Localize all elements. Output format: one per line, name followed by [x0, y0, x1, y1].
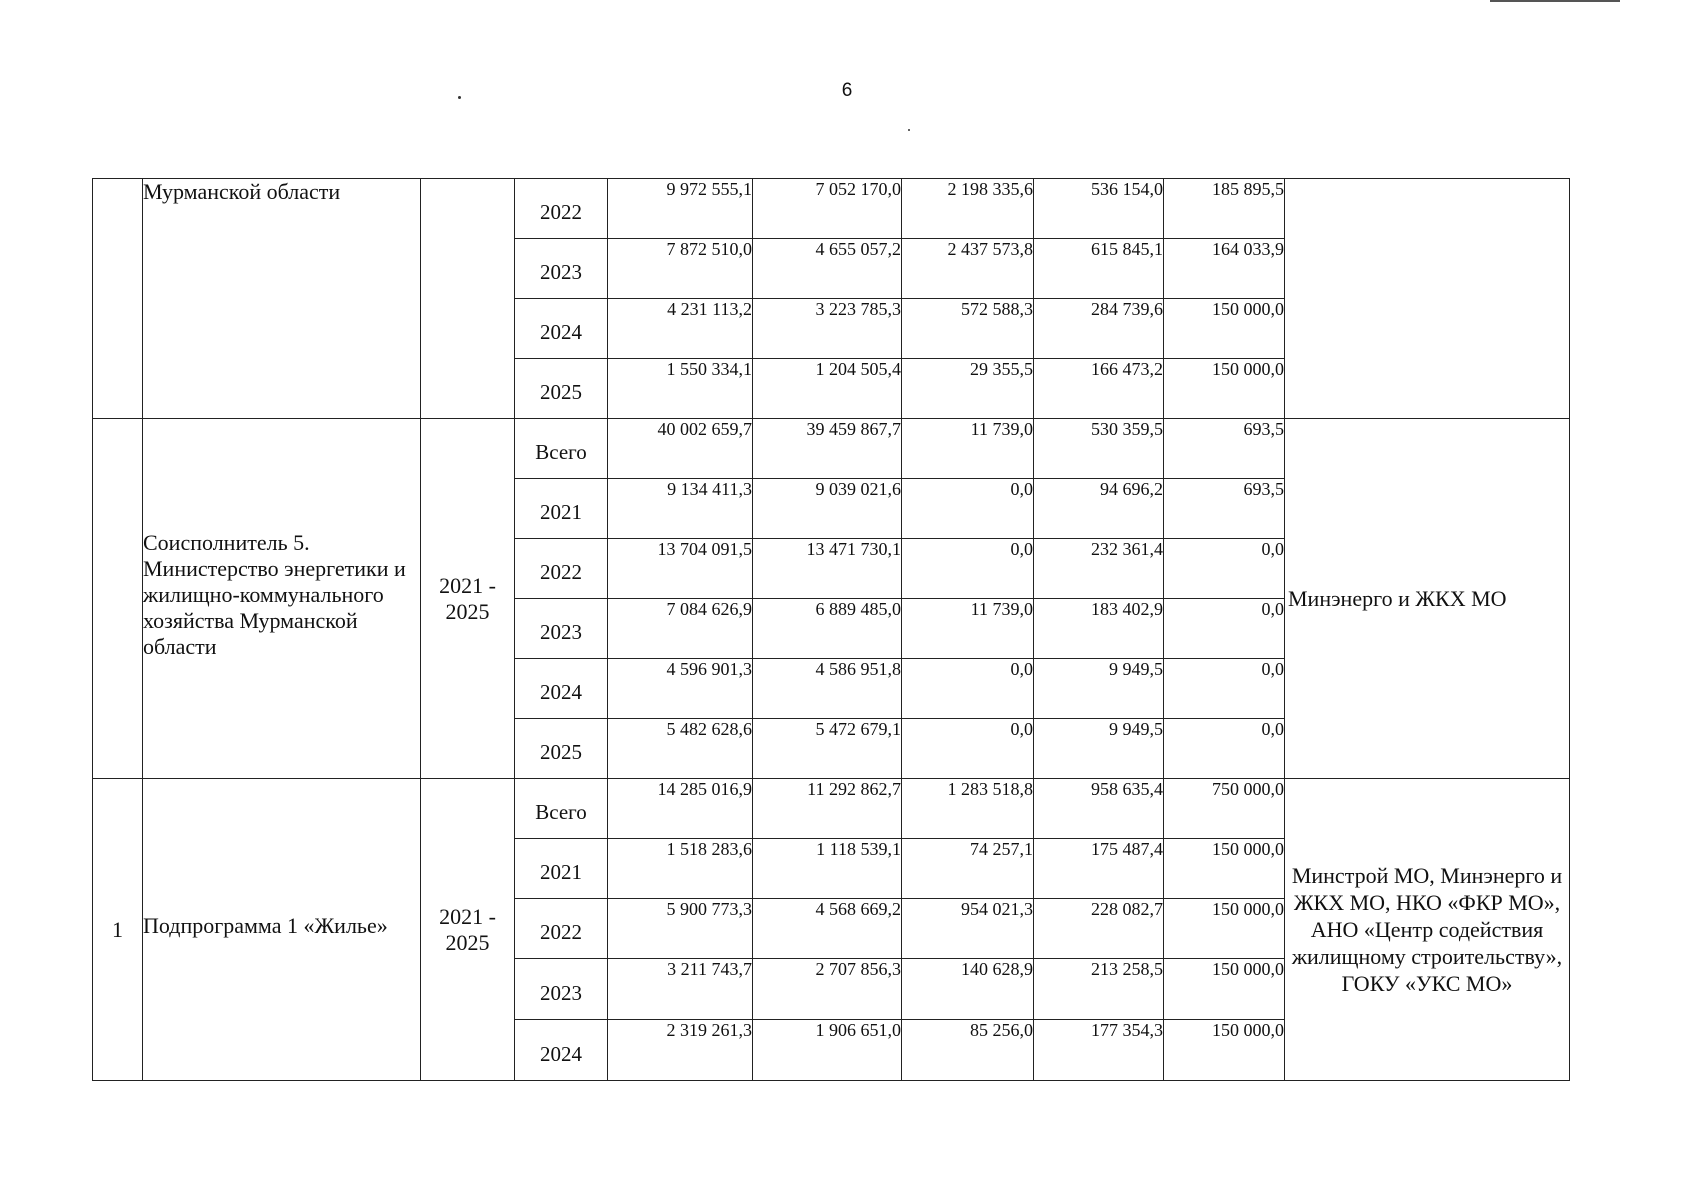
amount-cell: 4 655 057,2 — [753, 239, 902, 299]
row-index — [93, 179, 143, 419]
year-cell — [515, 419, 608, 479]
year-cell — [515, 539, 608, 599]
year-cell — [515, 179, 608, 239]
table-body — [93, 179, 1570, 1081]
amount-cell: 2 319 261,3 — [608, 1020, 753, 1081]
amount-cell: 166 473,2 — [1034, 359, 1164, 419]
year-cell — [515, 359, 608, 419]
amount-cell: 11 739,0 — [902, 599, 1034, 659]
responsible-executor — [1285, 179, 1570, 419]
year: Всего — [535, 440, 587, 464]
amount-cell: 13 471 730,1 — [753, 539, 902, 599]
period: 2021 - 2025 — [421, 779, 515, 1081]
year: 2024 — [540, 1041, 582, 1066]
amount-cell: 2 437 573,8 — [902, 239, 1034, 299]
year-cell — [515, 899, 608, 959]
year-cell — [515, 299, 608, 359]
amount-cell: 2 707 856,3 — [753, 959, 902, 1020]
amount-cell: 85 256,0 — [902, 1020, 1034, 1081]
year: 2023 — [540, 620, 582, 644]
amount-cell: 9 134 411,3 — [608, 479, 753, 539]
program-name: Мурманской области — [143, 179, 341, 204]
amount-cell: 7 084 626,9 — [608, 599, 753, 659]
amount-cell: 4 596 901,3 — [608, 659, 753, 719]
amount-cell: 4 568 669,2 — [753, 899, 902, 959]
amount-cell: 1 518 283,6 — [608, 839, 753, 899]
table-row — [93, 779, 1570, 839]
responsible-executor: Минэнерго и ЖКХ МО — [1285, 419, 1570, 779]
amount-cell: 750 000,0 — [1164, 779, 1285, 839]
amount-cell: 284 739,6 — [1034, 299, 1164, 359]
amount-cell: 7 052 170,0 — [753, 179, 902, 239]
amount-cell: 4 586 951,8 — [753, 659, 902, 719]
year: 2023 — [540, 260, 582, 284]
amount-cell: 5 472 679,1 — [753, 719, 902, 779]
year: 2022 — [540, 920, 582, 944]
amount-cell: 0,0 — [1164, 539, 1285, 599]
amount-cell: 0,0 — [902, 479, 1034, 539]
amount-cell: 150 000,0 — [1164, 1020, 1285, 1081]
year-cell — [515, 479, 608, 539]
year-cell — [515, 719, 608, 779]
amount-cell: 150 000,0 — [1164, 299, 1285, 359]
amount-cell: 175 487,4 — [1034, 839, 1164, 899]
amount-cell: 572 588,3 — [902, 299, 1034, 359]
program-name: Подпрограмма 1 «Жилье» — [143, 912, 388, 938]
program-name: Соисполнитель 5. Министерство энергетики и жилищно-коммунального хозяйства Мурманской области — [143, 529, 406, 659]
amount-cell: 185 895,5 — [1164, 179, 1285, 239]
amount-cell: 3 223 785,3 — [753, 299, 902, 359]
amount-cell: 177 354,3 — [1034, 1020, 1164, 1081]
amount-cell: 9 972 555,1 — [608, 179, 753, 239]
amount-cell: 39 459 867,7 — [753, 419, 902, 479]
amount-cell: 9 039 021,6 — [753, 479, 902, 539]
scan-speck — [908, 129, 910, 131]
amount-cell: 228 082,7 — [1034, 899, 1164, 959]
amount-cell: 213 258,5 — [1034, 959, 1164, 1020]
year-cell — [515, 659, 608, 719]
program-name-cell — [143, 779, 421, 1081]
year-cell — [515, 1020, 608, 1081]
amount-cell: 1 204 505,4 — [753, 359, 902, 419]
amount-cell: 615 845,1 — [1034, 239, 1164, 299]
amount-cell: 9 949,5 — [1034, 659, 1164, 719]
program-name-cell — [143, 179, 421, 419]
amount-cell: 9 949,5 — [1034, 719, 1164, 779]
table-row — [93, 179, 1570, 239]
amount-cell: 29 355,5 — [902, 359, 1034, 419]
year-cell — [515, 839, 608, 899]
amount-cell: 0,0 — [1164, 719, 1285, 779]
amount-cell: 0,0 — [1164, 599, 1285, 659]
amount-cell: 150 000,0 — [1164, 839, 1285, 899]
responsible-executor: Минстрой МО, Минэнерго и ЖКХ МО, НКО «ФКР МО», АНО «Центр содействия жилищному строительству», ГОКУ «УКС МО» — [1285, 779, 1570, 1081]
program-name-cell — [143, 419, 421, 779]
amount-cell: 954 021,3 — [902, 899, 1034, 959]
year-cell — [515, 779, 608, 839]
year-cell — [515, 599, 608, 659]
amount-cell: 0,0 — [902, 719, 1034, 779]
amount-cell: 40 002 659,7 — [608, 419, 753, 479]
year: 2023 — [540, 980, 582, 1005]
amount-cell: 958 635,4 — [1034, 779, 1164, 839]
year: 2024 — [540, 680, 582, 704]
amount-cell: 140 628,9 — [902, 959, 1034, 1020]
amount-cell: 5 900 773,3 — [608, 899, 753, 959]
year-cell — [515, 239, 608, 299]
year: 2024 — [540, 320, 582, 344]
amount-cell: 2 198 335,6 — [902, 179, 1034, 239]
amount-cell: 5 482 628,6 — [608, 719, 753, 779]
amount-cell: 13 704 091,5 — [608, 539, 753, 599]
amount-cell: 3 211 743,7 — [608, 959, 753, 1020]
amount-cell: 94 696,2 — [1034, 479, 1164, 539]
table-row — [93, 419, 1570, 479]
budget-table — [92, 178, 1570, 1081]
amount-cell: 150 000,0 — [1164, 359, 1285, 419]
amount-cell: 4 231 113,2 — [608, 299, 753, 359]
year: Всего — [535, 800, 587, 824]
period — [421, 179, 515, 419]
year-cell — [515, 959, 608, 1020]
year: 2022 — [540, 560, 582, 584]
amount-cell: 232 361,4 — [1034, 539, 1164, 599]
amount-cell: 1 906 651,0 — [753, 1020, 902, 1081]
scan-speck — [458, 96, 461, 99]
amount-cell: 7 872 510,0 — [608, 239, 753, 299]
amount-cell: 693,5 — [1164, 479, 1285, 539]
amount-cell: 150 000,0 — [1164, 899, 1285, 959]
period: 2021 - 2025 — [421, 419, 515, 779]
amount-cell: 1 283 518,8 — [902, 779, 1034, 839]
year: 2025 — [540, 380, 582, 404]
year: 2021 — [540, 500, 582, 524]
amount-cell: 0,0 — [902, 659, 1034, 719]
amount-cell: 14 285 016,9 — [608, 779, 753, 839]
page-number: 6 — [841, 80, 853, 101]
amount-cell: 183 402,9 — [1034, 599, 1164, 659]
amount-cell: 536 154,0 — [1034, 179, 1164, 239]
amount-cell: 6 889 485,0 — [753, 599, 902, 659]
amount-cell: 0,0 — [902, 539, 1034, 599]
amount-cell: 164 033,9 — [1164, 239, 1285, 299]
amount-cell: 530 359,5 — [1034, 419, 1164, 479]
amount-cell: 1 118 539,1 — [753, 839, 902, 899]
year: 2022 — [540, 200, 582, 224]
year: 2025 — [540, 740, 582, 764]
row-index — [93, 419, 143, 779]
amount-cell: 11 292 862,7 — [753, 779, 902, 839]
amount-cell: 150 000,0 — [1164, 959, 1285, 1020]
top-edge-mark — [1490, 0, 1620, 2]
year: 2021 — [540, 860, 582, 884]
amount-cell: 74 257,1 — [902, 839, 1034, 899]
amount-cell: 11 739,0 — [902, 419, 1034, 479]
amount-cell: 693,5 — [1164, 419, 1285, 479]
row-index: 1 — [93, 779, 143, 1081]
amount-cell: 0,0 — [1164, 659, 1285, 719]
amount-cell: 1 550 334,1 — [608, 359, 753, 419]
